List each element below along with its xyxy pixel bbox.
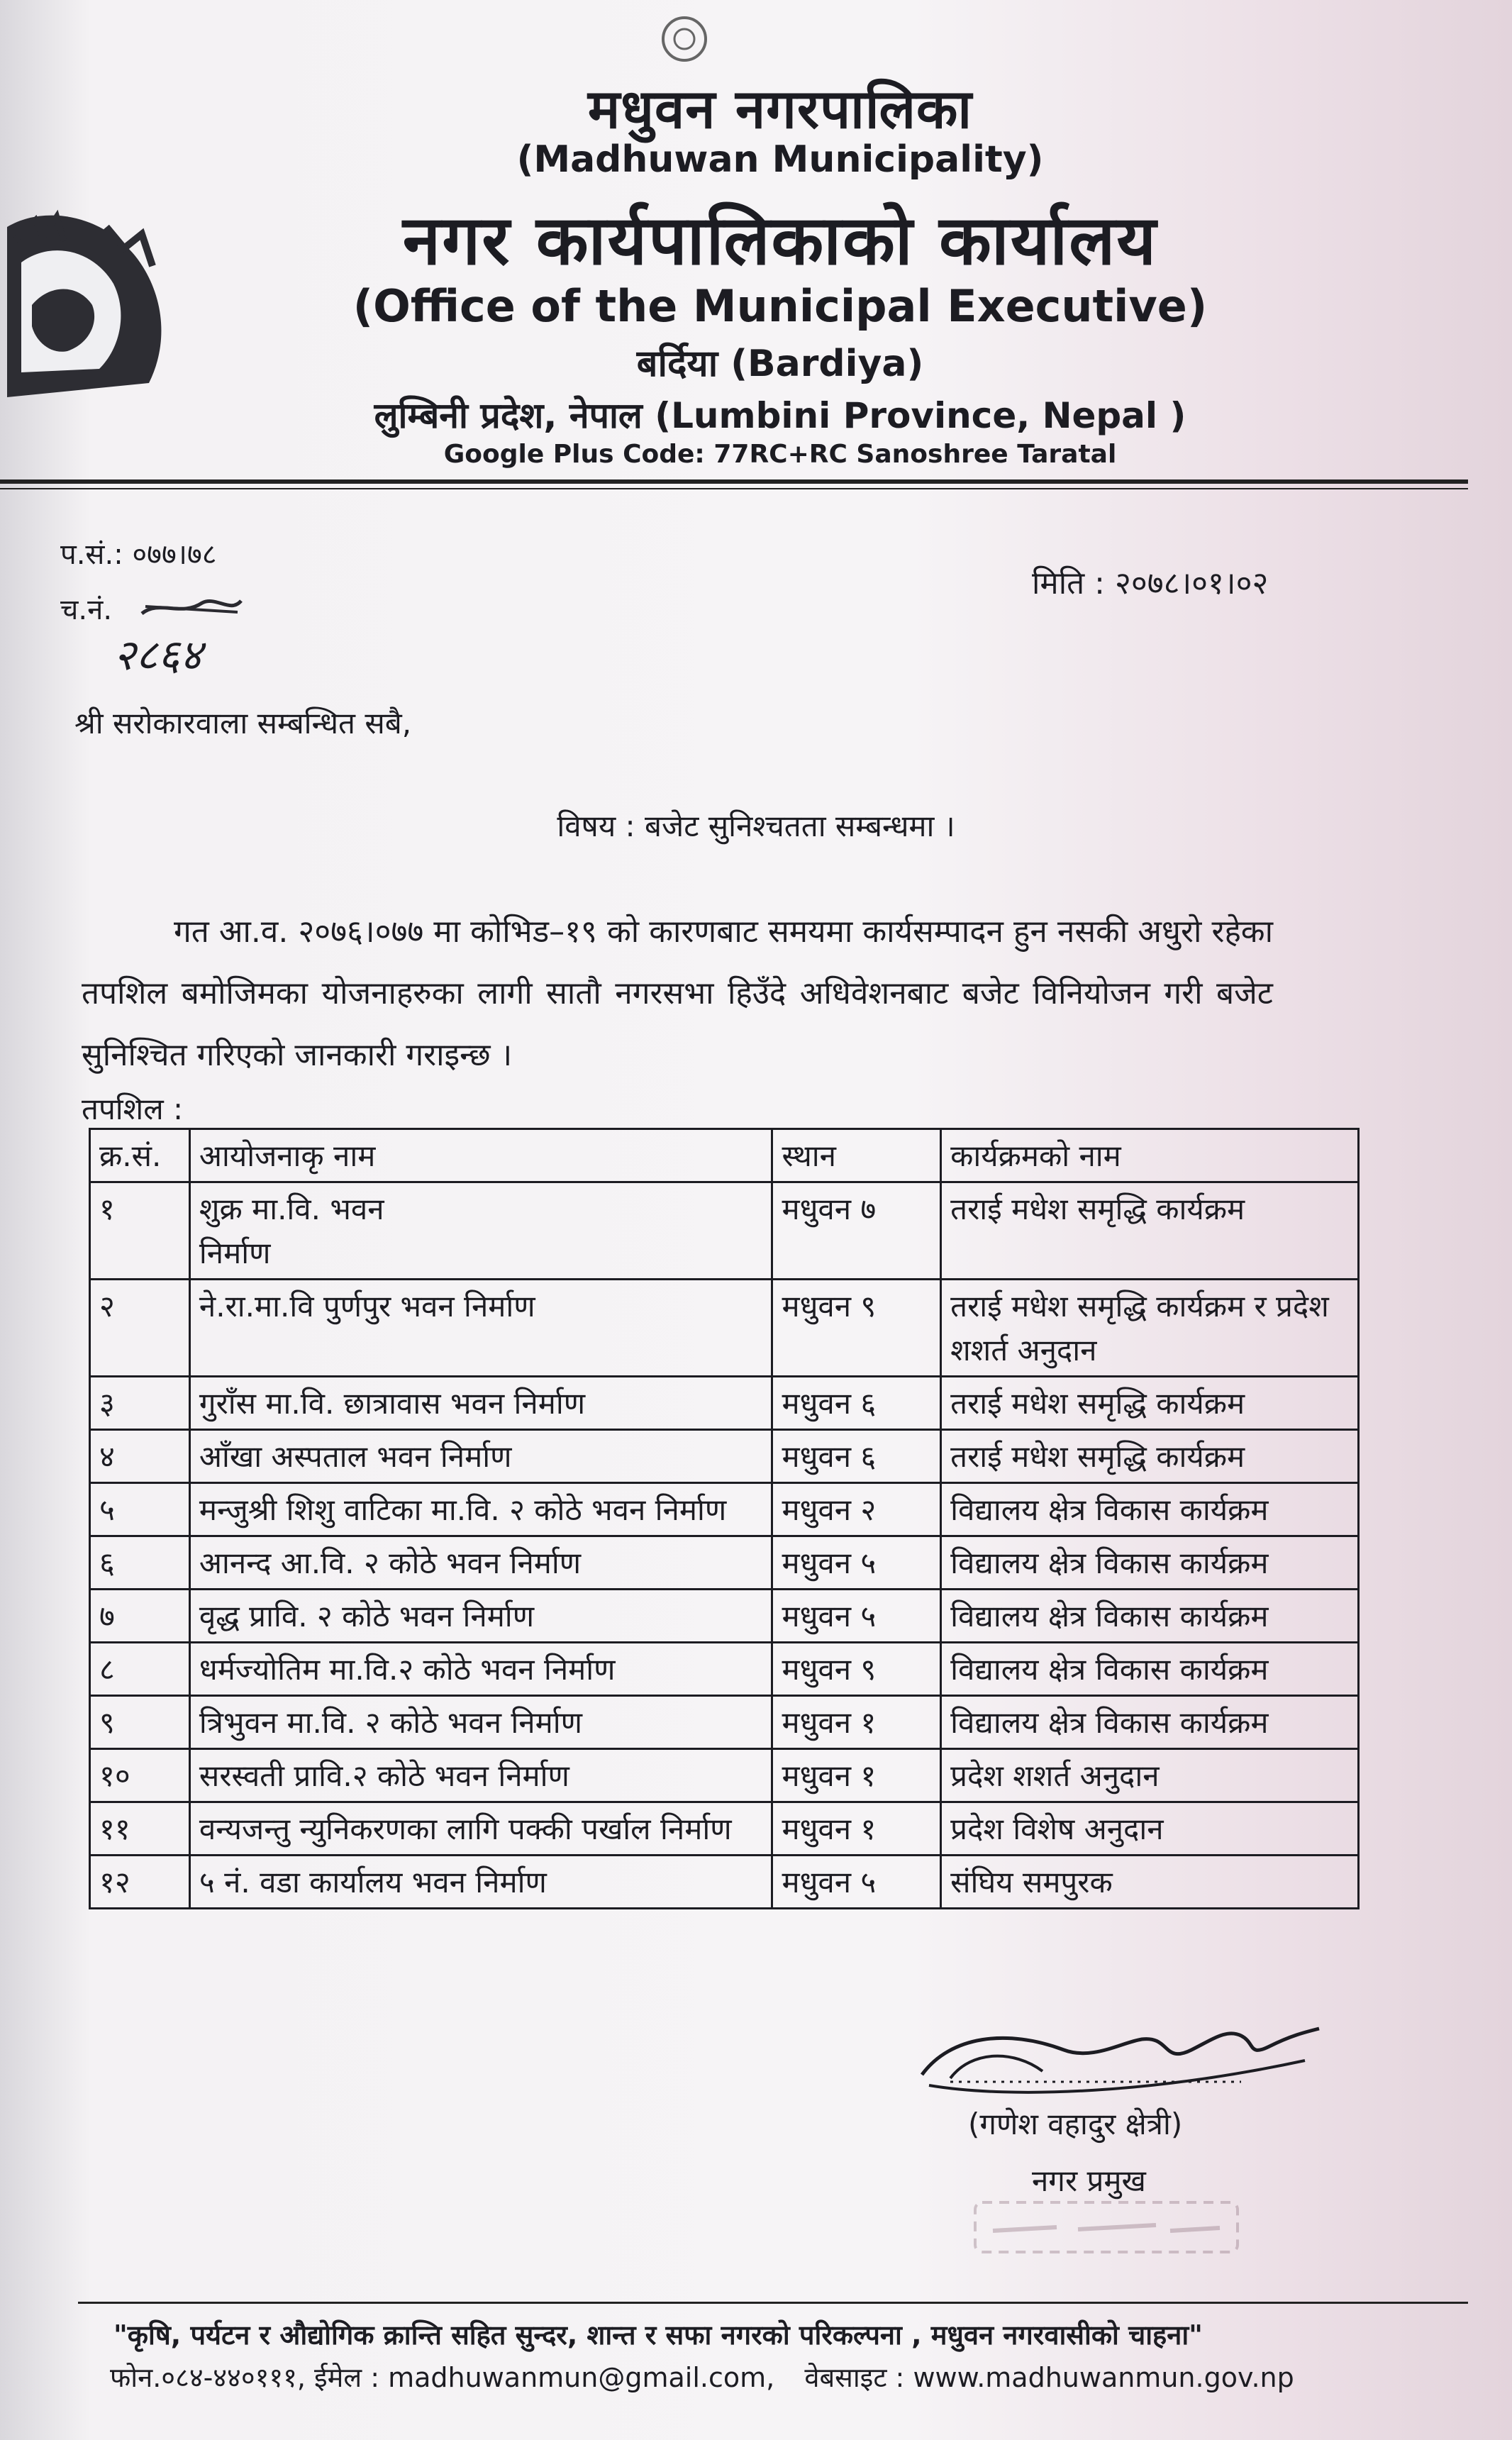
body-paragraph: गत आ.व. २०७६।०७७ मा कोभिड–१९ को कारणबाट समयमा कार्यसम्पादन हुन नसकी अधुरो रहेका तपशिल बमोजिमका योजनाहरुका लागी सातौ नगरसभा हिउँदे अधिवेशनबाट बजेट विनियोजन गरी बजेट सुनिश्चित गरिएको जानकारी गराइन्छ ।	[82, 914, 1273, 1073]
handwritten-signature	[908, 2007, 1333, 2107]
cell-program: विद्यालय क्षेत्र विकास कार्यक्रम	[941, 1483, 1359, 1536]
cell-project: ने.रा.मा.वि पुर्णपुर भवन निर्माण	[189, 1280, 772, 1377]
letter-date: मिति : २०७८।०१।०२	[1032, 565, 1269, 601]
cell-location: मधुवन ५	[772, 1856, 941, 1909]
cell-sn: ८	[90, 1643, 190, 1696]
cell-sn: १०	[90, 1749, 190, 1802]
cell-program: विद्यालय क्षेत्र विकास कार्यक्रम	[941, 1536, 1359, 1590]
details-label: तपशिल :	[82, 1092, 184, 1126]
col-header-program: कार्यक्रमको नाम	[941, 1129, 1359, 1182]
cell-location: मधुवन ६	[772, 1430, 941, 1483]
project-table	[89, 1128, 1360, 1909]
cell-project: वन्यजन्तु न्युनिकरणका लागि पक्की पर्खाल निर्माण	[189, 1802, 772, 1856]
cell-project: आँखा अस्पताल भवन निर्माण	[189, 1430, 772, 1483]
header-divider	[0, 479, 1468, 484]
cell-project: धर्मज्योतिम मा.वि.२ कोठे भवन निर्माण	[189, 1643, 772, 1696]
cell-sn: ६	[90, 1536, 190, 1590]
cell-sn: २	[90, 1280, 190, 1377]
seal-icon	[660, 14, 709, 64]
cell-project-text: शुक्र मा.वि. भवन निर्माण	[199, 1192, 384, 1270]
table-row	[90, 1696, 1359, 1749]
municipality-name-np: मधुवन नगरपालिका	[587, 77, 973, 140]
letter-number: प.सं.: ०७७।७८	[60, 538, 217, 571]
district-name: बर्दिया (Bardiya)	[636, 343, 924, 385]
dispatch-number-handwritten: २८६४	[113, 631, 202, 680]
office-name-np: नगर कार्यपालिकाको कार्यालय	[402, 201, 1158, 280]
cell-location: मधुवन ५	[772, 1536, 941, 1590]
cell-project: वृद्ध प्रावि. २ कोठे भवन निर्माण	[189, 1590, 772, 1643]
nepal-emblem-icon	[0, 199, 177, 404]
cell-location: मधुवन ६	[772, 1377, 941, 1430]
footer-motto: "कृषि, पर्यटन र औद्योगिक क्रान्ति सहित सुन्दर, शान्त र सफा नगरको परिकल्पना , मधुवन नगरवासीको चाहना"	[113, 2319, 1203, 2351]
signatory-name: (गणेश वहादुर क्षेत्री)	[968, 2107, 1183, 2141]
cell-project: त्रिभुवन मा.वि. २ कोठे भवन निर्माण	[189, 1696, 772, 1749]
cell-program: तराई मधेश समृद्धि कार्यक्रम र प्रदेश शशर्त अनुदान	[941, 1280, 1359, 1377]
cell-program: प्रदेश शशर्त अनुदान	[941, 1749, 1359, 1802]
table-row	[90, 1483, 1359, 1536]
google-plus-code: Google Plus Code: 77RC+RC Sanoshree Taratal	[443, 440, 1117, 469]
signatory-designation: नगर प्रमुख	[1032, 2163, 1146, 2198]
addressee: श्री सरोकारवाला सम्बन्धित सबै,	[74, 706, 412, 741]
cell-location: मधुवन १	[772, 1696, 941, 1749]
table-row	[90, 1536, 1359, 1590]
col-header-sn: क्र.सं.	[90, 1129, 190, 1182]
office-name-en: (Office of the Municipal Executive)	[352, 280, 1208, 332]
cell-program: विद्यालय क्षेत्र विकास कार्यक्रम	[941, 1696, 1359, 1749]
cell-program: विद्यालय क्षेत्र विकास कार्यक्रम	[941, 1590, 1359, 1643]
table-row	[90, 1856, 1359, 1909]
dispatch-number-label: च.नं.	[60, 594, 113, 626]
cell-project: आनन्द आ.वि. २ कोठे भवन निर्माण	[189, 1536, 772, 1590]
cell-project	[189, 1182, 772, 1280]
cell-location: मधुवन ९	[772, 1280, 941, 1377]
table-row	[90, 1280, 1359, 1377]
cell-project: गुराँस मा.वि. छात्रावास भवन निर्माण	[189, 1377, 772, 1430]
cell-location: मधुवन १	[772, 1749, 941, 1802]
footer-phone-email: फोन.०८४-४४०१११, ईमेल : madhuwanmun@gmail.com,	[110, 2362, 775, 2393]
table-row	[90, 1182, 1359, 1280]
col-header-project: आयोजनाकृ नाम	[189, 1129, 772, 1182]
cell-sn: ४	[90, 1430, 190, 1483]
cell-sn: ७	[90, 1590, 190, 1643]
cell-sn: ११	[90, 1802, 190, 1856]
table-row	[90, 1590, 1359, 1643]
table-row	[90, 1377, 1359, 1430]
table-row	[90, 1802, 1359, 1856]
cell-program: संघिय समपुरक	[941, 1856, 1359, 1909]
table-header-row	[90, 1129, 1359, 1182]
cell-sn: १२	[90, 1856, 190, 1909]
footer-divider	[78, 2302, 1468, 2304]
cell-program: प्रदेश विशेष अनुदान	[941, 1802, 1359, 1856]
cell-project: ५ नं. वडा कार्यालय भवन निर्माण	[189, 1856, 772, 1909]
faded-stamp	[972, 2195, 1241, 2259]
province-name: लुम्बिनी प्रदेश, नेपाल (Lumbini Province, Nepal )	[374, 395, 1186, 436]
footer-website: वेबसाइट : www.madhuwanmun.gov.np	[804, 2362, 1294, 2393]
cell-program: विद्यालय क्षेत्र विकास कार्यक्रम	[941, 1643, 1359, 1696]
cell-location: मधुवन ९	[772, 1643, 941, 1696]
header-divider-thin	[0, 488, 1468, 489]
table-row	[90, 1749, 1359, 1802]
cell-location: मधुवन १	[772, 1802, 941, 1856]
cell-program: तराई मधेश समृद्धि कार्यक्रम	[941, 1182, 1359, 1280]
cell-project: सरस्वती प्रावि.२ कोठे भवन निर्माण	[189, 1749, 772, 1802]
footer-contact	[110, 2358, 1294, 2395]
struck-out-number	[138, 592, 245, 624]
cell-program: तराई मधेश समृद्धि कार्यक्रम	[941, 1377, 1359, 1430]
cell-location: मधुवन २	[772, 1483, 941, 1536]
cell-sn: १	[90, 1182, 190, 1280]
cell-sn: ३	[90, 1377, 190, 1430]
table-row	[90, 1643, 1359, 1696]
col-header-location: स्थान	[772, 1129, 941, 1182]
cell-program: तराई मधेश समृद्धि कार्यक्रम	[941, 1430, 1359, 1483]
cell-sn: ९	[90, 1696, 190, 1749]
table-row	[90, 1430, 1359, 1483]
cell-project: मन्जुश्री शिशु वाटिका मा.वि. २ कोठे भवन निर्माण	[189, 1483, 772, 1536]
cell-sn: ५	[90, 1483, 190, 1536]
cell-location: मधुवन ७	[772, 1182, 941, 1280]
subject-line: विषय : बजेट सुनिश्चतता सम्बन्धमा ।	[557, 809, 955, 843]
cell-location: मधुवन ५	[772, 1590, 941, 1643]
municipality-name-en: (Madhuwan Municipality)	[516, 138, 1044, 181]
